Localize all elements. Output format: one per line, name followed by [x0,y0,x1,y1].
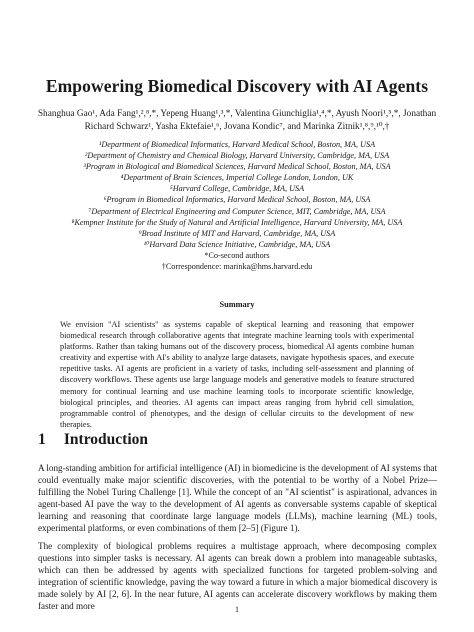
co-second-authors-note: *Co-second authors [204,250,270,260]
affiliation-list [30,139,444,272]
section-number: 1 [38,431,46,448]
affiliation-item: ⁸Kempner Institute for the Study of Natural and Artificial Intelligence, Harvard University, MA, USA [71,217,403,227]
summary-text: We envision "AI scientists" as systems capable of skeptical learning and reasoning that empower biomedical research through collaborative agents that integrate machine learning tools with experimental platforms. Rather than taking humans out of the discovery process, biomedical AI agents combine human creativity and expertise with AI's ability to analyze large datasets, navigate hypothesis spaces, and execute repetitive tasks. AI agents are proficient in a variety of tasks, including self-assessment and planning of discovery workflows. These agents use large language models and generative models to feature structured memory for continual learning and use machine learning tools to incorporate scientific knowledge, biological principles, and theories. AI agents can impact areas ranging from hybrid cell simulation, programmable control of phenotypes, and the design of cellular circuits to the development of new therapies. [60,320,414,429]
introduction-body [38,462,437,618]
correspondence-note: †Correspondence: marinka@hms.harvard.edu [161,262,313,272]
page-number: 1 [235,605,239,614]
affiliation-item: ⁴Department of Brain Sciences, Imperial College London, London, UK [120,173,354,183]
affiliation-item: ¹⁰Harvard Data Science Initiative, Cambridge, MA, USA [143,239,331,249]
author-line: Shanghua Gao¹, Ada Fang¹,²,⁸,*, Yepeng Huang¹,³,*, Valentina Giunchiglia¹,⁴,*, Ayush Noori¹,⁵,*, Jonathan [37,109,437,119]
author-line: Richard Schwarz¹, Yasha Ektefaie¹,⁶, Jovana Kondic⁷, and Marinka Zitnik¹,⁸,⁹,¹⁰,† [84,121,390,132]
affiliation-item: ¹Department of Biomedical Informatics, Harvard Medical School, Boston, MA, USA [98,140,376,149]
author-list [30,108,444,133]
body-paragraph: The complexity of biological problems requires a multistage approach, where decomposing complex questions into simpler tasks is necessary. AI agents can break down a problem into manageable subtasks, which can then be addressed by agents with specialized functions for targeted problem-solving and integration of scientific knowledge, paving the way toward a future in which a major biomedical discovery is made solely by AI [2, 6]. In the near future, AI agents can accelerate discovery workflows by making them faster and more [38,541,437,611]
section-heading [38,431,148,449]
affiliation-item: ⁶Program in Biomedical Informatics, Harvard Medical School, Boston, MA, USA [103,195,371,205]
paper-title: Empowering Biomedical Discovery with AI Agents [45,76,429,96]
summary-heading: Summary [219,300,255,309]
affiliation-item: ³Program in Biological and Biomedical Sciences, Harvard Medical School, Boston, MA, USA [83,162,391,172]
body-paragraph: A long-standing ambition for artificial intelligence (AI) in biomedicine is the development of AI systems that could eventually make major scientific discoveries, with the potential to be worthy of a Nobel Prize—fulfilling the Nobel Turing Challenge [1]. While the concept of an "AI scientist" is aspirational, advances in agent-based AI pave the way to the development of AI agents as conversable systems capable of skeptical learning and reasoning that coordinate large language models (LLMs), machine learning (ML) tools, experimental platforms, or even combinations of them [2–5] (Figure 1). [38,463,437,533]
affiliation-item: ⁹Broad Institute of MIT and Harvard, Cambridge, MA, USA [138,228,336,238]
affiliation-item: ⁵Harvard College, Cambridge, MA, USA [169,184,305,194]
section-title: Introduction [63,431,148,448]
affiliation-item: ²Department of Chemistry and Chemical Biology, Harvard University, Cambridge, MA, USA [84,151,390,161]
affiliation-item: ⁷Department of Electrical Engineering and Computer Science, MIT, Cambridge, MA, USA [88,206,386,216]
